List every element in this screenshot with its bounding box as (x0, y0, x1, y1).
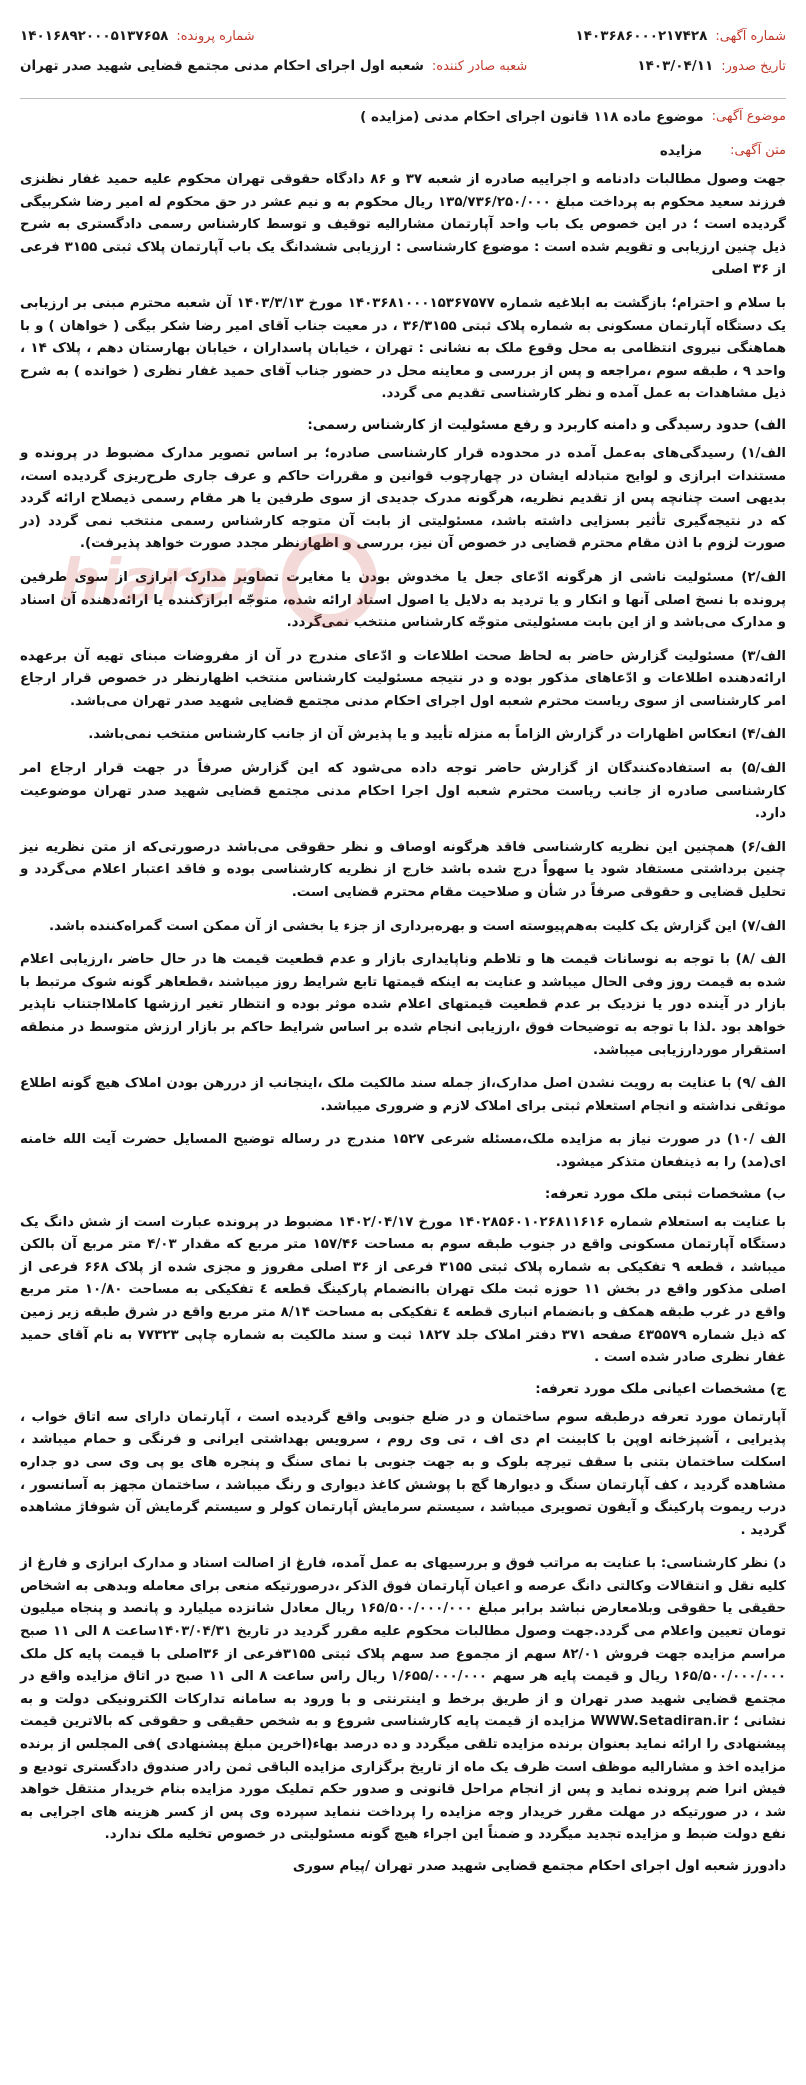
greeting-paragraph: با سلام و احترام؛ بازگشت به ابلاغیه شماره ۱۴۰۳۶۸۱۰۰۰۱۵۳۶۷۵۷۷ مورخ ۱۴۰۳/۳/۱۳ آن شعبه محترم مبنی بر ارزیابی یک دستگاه آپارتمان مسکونی به شماره پلاک ثبتی ۳۶/۳۱۵۵ ، در معیت جناب آقای امیر رضا شکر بیگی ( خواهان ) و با هماهنگی نیروی انتظامی به محل وقوع ملک به نشانی : تهران ، خیابان پاسداران ، خیابان بهارستان دهم ، پلاک ۱۴ ، واحد ۹ ، طبقه سوم ،مراجعه و پس از بررسی و معاینه محل در حضور جناب آقای حمید غفار نظری ( خوانده ) به شرح ذیل مشاهدات به عمل آمده و نظر کارشناسی تقدیم می گردد. (20, 295, 787, 402)
section-d-body (20, 1553, 786, 1847)
signature: دادورز شعبه اول اجرای احکام مجتمع قضایی شهید صدر تهران /پیام سوری (292, 1858, 786, 1874)
issuer (20, 58, 527, 74)
issue-date-label: تاریخ صدور: (721, 58, 786, 74)
clause-a3: الف/۳) مسئولیت گزارش حاضر به لحاظ صحت اطلاعات و ادّعای مندرج در آن از مفروضات مبنای تهیه آن برعهده ارائه‌دهنده اطلاعات و ادّعاهای مذکور بوده و در نتیجه مسئولیت کارشناس منتخب اظهارنظر در خصوص قرار ارجاع امر کارشناسی از سوی ریاست محترم شعبه اول اجرای احکام مدنی مجتمع قضایی شهید صدر تهران می‌باشد. (20, 648, 786, 709)
case-number (20, 28, 255, 44)
subject-row (20, 109, 786, 125)
section-c-title: ج) مشخصات اعیانی ملک مورد تعرفه: (535, 1380, 786, 1397)
clause-a8: الف /۸) با توجه به نوسانات قیمت ها و تلاطم وناپایداری بازار و عدم قطعیت قیمت ها در حال حاضر ،ارزیابی اعلام شده به قیمت روز وفی الحال میباشد و عنایت به اینکه قیمتها تابع شرایط روز میباشند ،قطعاهر گونه شوک مرتبط با بازار در آینده دور یا نزدیک بر عدم قطعیت قیمتهای اعلام شده موثر بوده و انتظار تغیر ارزشها کاملااجتناب ناپذیر خواهد بود .لذا با توجه به توضیحات فوق ،ارزیابی انجام شده بر اساس شرایط حاکم بر بازار ارزش متوسط در منطقه استقرار موردارزیابی میباشد. (20, 952, 786, 1058)
notice-meta (20, 28, 786, 99)
clause-a10: الف /۱۰) در صورت نیاز به مزایده ملک،مسئله شرعی ۱۵۲۷ مندرج در رساله توضیح المسایل حضرت آیت الله خامنه ای(مد) را به ذینفعان متذکر میشود. (20, 1132, 786, 1170)
section-b-body: با عنایت به استعلام شماره ۱۴۰۲۸۵۶۰۱۰۲۶۸۱۱۶۱۶ مورخ ۱۴۰۲/۰۴/۱۷ مضبوط در پرونده عبارت است از شش دانگ یک دستگاه آپارتمان مسکونی واقع در جنوب طبقه سوم به مساحت ۱۵۷/۴۶ متر مربع که مقدار ۴/۰۳ متر مربع آن بالکن میباشد ، قطعه ۹ تفکیکی به شماره پلاک ثبتی ۳۱۵۵ فرعی از ۳۶ اصلی مفروز و مجزی شده از پلاک ۶۶۸ فرعی از اصلی مذکور واقع در بخش ۱۱ حوزه ثبت ملک تهران باانضمام پارکینگ قطعه ٤ تفکیکی به مساحت ۱۰/۸۰ متر مربع واقع در غرب طبقه همکف و بانضمام انباری قطعه ٤ تفکیکی به مساحت ۸/۱۴ متر مربع واقع در شرق طبقه زیر زمین که ذیل شماره ٤۳۵۵۷۹ صفحه ۳۷۱ دفتر املاک جلد ۱۸۲۷ ثبت و سند مالکیت به شماره چاپی ۷۷۳۲۳ به نام آقای حمید غفار نظری صادر شده است . (20, 1214, 787, 1366)
text-title: مزایده (659, 143, 703, 159)
issue-date-value: ۱۴۰۳/۰۴/۱۱ (637, 58, 714, 74)
section-b-title: ب) مشخصات ثبتی ملک مورد تعرفه: (544, 1185, 786, 1202)
section-d-part1: د) نظر کارشناسی: با عنایت به مراتب فوق و بررسیهای به عمل آمده، فارغ از اصالت اسناد و مدارک ابرازی و فارغ از کلیه نقل و انتقالات وکالتی دانگ عرصه و اعیان آپارتمان فوق الذکر ،درصورتیکه منعی برای معامله وبدهی به اشخاص حقیقی یا حقوقی وبلامعارض نباشد برابر مبلغ ۱۶۵/۵۰۰/۰۰۰/۰۰۰ ریال معادل شانزده میلیارد و پانصد و پنجاه میلیون تومان تعیین واعلام می گردد.جهت وصول مطالبات محکوم علیه مقرر گردید در تاریخ ۱۴۰۳/۰۴/۳۱ساعت ۸ الی ۱۱ صبح مراسم مزایده جهت فروش ۸۲/۰۱ سهم از مجموع صد سهم پلاک ثبتی ۳۱۵۵فرعی از ۳۶اصلی با قیمت پایه کل ملک ۱۶۵/۵۰۰/۰۰۰/۰۰۰ ریال و قیمت پایه هر سهم ۱/۶۵۵/۰۰۰/۰۰۰ ریال راس ساعت ۸ الی ۱۱ صبح در اتاق مزایده واقع در مجتمع قضایی شهید صدر تهران و از طریق برخط و اینترنتی و با ورود به سامانه تدارکات الکترونیکی دولت و به نشانی ؛ (20, 1556, 787, 1730)
ad-number-label: شماره آگهی: (715, 28, 786, 44)
case-number-label: شماره پرونده: (176, 28, 255, 44)
intro-paragraph: جهت وصول مطالبات دادنامه و اجراییه صادره از شعبه ۳۷ و ۸۶ دادگاه حقوقی تهران محکوم علیه حمید غفار نظنزی فرزند سعید محکوم به پرداخت مبلغ ۱۳۵/۷۳۶/۲۵۰/۰۰۰ ریال محکوم به و نیم عشر در حق محکوم له امیر رضا شکربیگی گردیده است ؛ در این خصوص یک باب واحد آپارتمان مشارالیه توقیف و توسط کارشناس رسمی دادگستری به شرح ذیل چنین ارزیابی و تقویم شده است : موضوع کارشناسی : ارزیابی ششدانگ یک باب آپارتمان پلاک ثبتی ۳۱۵۵ فرعی از ۳۶ اصلی (20, 172, 786, 278)
subject-value: موضوع ماده ۱۱۸ قانون اجرای احکام مدنی (مزایده ) (360, 109, 704, 125)
issuer-value: شعبه اول اجرای احکام مدنی مجتمع قضایی شهید صدر تهران (20, 58, 424, 74)
clause-a2: الف/۲) مسئولیت ناشی از هرگونه ادّعای جعل یا مخدوش بودن یا مغایرت تصاویر مدارک ابرازی از سوی طرفین پرونده با نسخ اصلی آنها و انکار و یا تردید به دلایل یا اصول اسناد ارائه شده، متوجّه ابرازکننده یا ارائه‌دهنده آن اسناد و مدارک می‌باشد و از این بابت مسئولیتی متوجّه کارشناس منتخب نمی‌گردد. (20, 569, 786, 631)
clause-a1: الف/۱) رسیدگی‌های به‌عمل آمده در محدوده قرار کارشناسی صادره؛ بر اساس تصویر مدارک مضبوط در پرونده و مستندات ابرازی و لوایح متبادله ایشان در چهارچوب قوانین و مقررات حاکم و عرف جاری طرح‌ریزی گردیده است، بدیهی است چنانچه پس از تقدیم نظریه، هرگونه مدرک جدیدی از سوی طرفین یا هر مقام رسمی ذیصلاح ارائه گردد که در نتیجه‌گیری تأثیر بسزایی داشته باشد، مسئولیتی از بابت آن متوجه کارشناس رسمی منتخب نمی گردد (در صورت لزوم با اذن مقام محترم قضایی در خصوص آن نیز، بررسی و اظهارنظر مجدد صورت خواهد پذیرفت). (20, 445, 786, 552)
meta-row-issuer (20, 58, 786, 74)
watermark-text: hiaren (60, 546, 270, 614)
clause-a7: الف/۷) این گزارش یک کلیت به‌هم‌پیوسته است و بهره‌برداری از جزء یا بخشی از آن ممکن است گمراه‌کننده باشد. (48, 918, 786, 934)
ad-number-value: ۱۴۰۳۶۸۶۰۰۰۲۱۷۴۲۸ (575, 28, 708, 44)
text-title-row (20, 143, 786, 159)
case-number-value: ۱۴۰۱۶۸۹۲۰۰۰۵۱۳۷۶۵۸ (20, 28, 169, 44)
clause-a5: الف/۵) به استفاده‌کنندگان از گزارش حاضر توجه داده می‌شود که این گزارش صرفاً در جهت قرار ارجاع امر کارشناسی صادره از جانب ریاست محترم شعبه اول اجرا احکام مدنی مجتمع قضایی شهید صدر تهران موضوعیت دارد. (20, 761, 786, 822)
issuer-label: شعبه صادر کننده: (431, 58, 528, 74)
clause-a4: الف/۴) انعکاس اظهارات در گزارش الزاماً به منزله تأیید و یا پذیرش آن از جانب کارشناس منتخب نمی‌باشد. (88, 727, 786, 743)
text-label: متن آگهی: (730, 143, 786, 158)
clause-a9: الف /۹) با عنایت به رویت نشدن اصل مدارک،از جمله سند مالکیت ملک ،اینجانب از دررهن بودن املاک هیچ گونه اطلاع موثقی نداشته و انجام استعلام ثبتی برای املاک لازم و ضروری میباشد. (20, 1076, 786, 1114)
ad-number (576, 28, 786, 44)
issue-date (637, 58, 786, 74)
section-d-part2: مزایده از قیمت پایه کارشناسی شروع و به شخص حقیقی و حقوقی که بالاترین قیمت پیشنهادی را ارائه نماید بعنوان برنده مزایده تلقی میگردد و ده درصد بهاء(اخرین مبلغ پیشنهادی )فی المجلس از برنده مزایده اخذ و مشارالیه موظف است ظرف یک ماه از تاریخ برگزاری مزایده الباقی ثمن رادر صندوق دادگستری تودیع و فیش انرا ضم پرونده نماید و پس از انجام مراحل قانونی و صدور حکم تملیک مورد مزایده بنام خریدار منتقل خواهد شد ، در صورتیکه در مهلت مقرر خریدار وجه مزایده را پرداخت ننماید سپرده وی پس از کسر هزینه های اجرایی به نفع دولت ضبط و مزایده تجدید میگردد و ضمناً این اجراء هیچ گونه مسئولیتی در خصوص تخلیه ملک ندارد. (20, 1714, 786, 1843)
website-link[interactable]: WWW.Setadiran.ir (590, 1714, 729, 1730)
clause-a6: الف/۶) همچنین این نظریه کارشناسی فاقد هرگونه اوصاف و نظر حقوقی می‌باشد درصورتی‌که از متن نظریه نیز چنین برداشتی مستفاد شود یا سهواً درج شده باشد خارج از نظریه کارشناسی بوده و فاقد اعتبار اعلام می‌گردد و تحلیل قضایی و حقوقی صرفاً در شأن و صلاحیت مقام محترم قضایی است. (20, 839, 786, 901)
meta-row-numbers (20, 28, 786, 44)
subject-label: موضوع آگهی: (711, 109, 786, 124)
section-c-body: آپارتمان مورد تعرفه درطبقه سوم ساختمان و در ضلع جنوبی واقع گردیده است ، آپارتمان دارای سه اتاق خواب ، پذیرایی ، آشپزخانه اوپن با کابینت ام دی اف ، تی وی روم ، سرویس بهداشتی ایرانی و فرنگی و حمام میباشد ، اسکلت ساختمان بتنی با سقف تیرچه بلوک و به جهت جنوبی با نمای سنگ و پنجره های یو پی وی سی دو جداره مشاهده گردید ، کف آپارتمان سنگ و دیوارها گچ با پوشش کاغذ دیواری و رنگ میباشد ، ساختمان مجهز به آسانسور ، درب ریموت پارکینگ و آیفون تصویری میباشد ، سیستم سرمایش آپارتمان کولر و سیستم گرمایش آن شوفاژ مشاهده گردید . (20, 1409, 786, 1538)
section-a-title: الف) حدود رسیدگی و دامنه کاربرد و رفع مسئولیت از کارشناس رسمی: (307, 416, 786, 433)
